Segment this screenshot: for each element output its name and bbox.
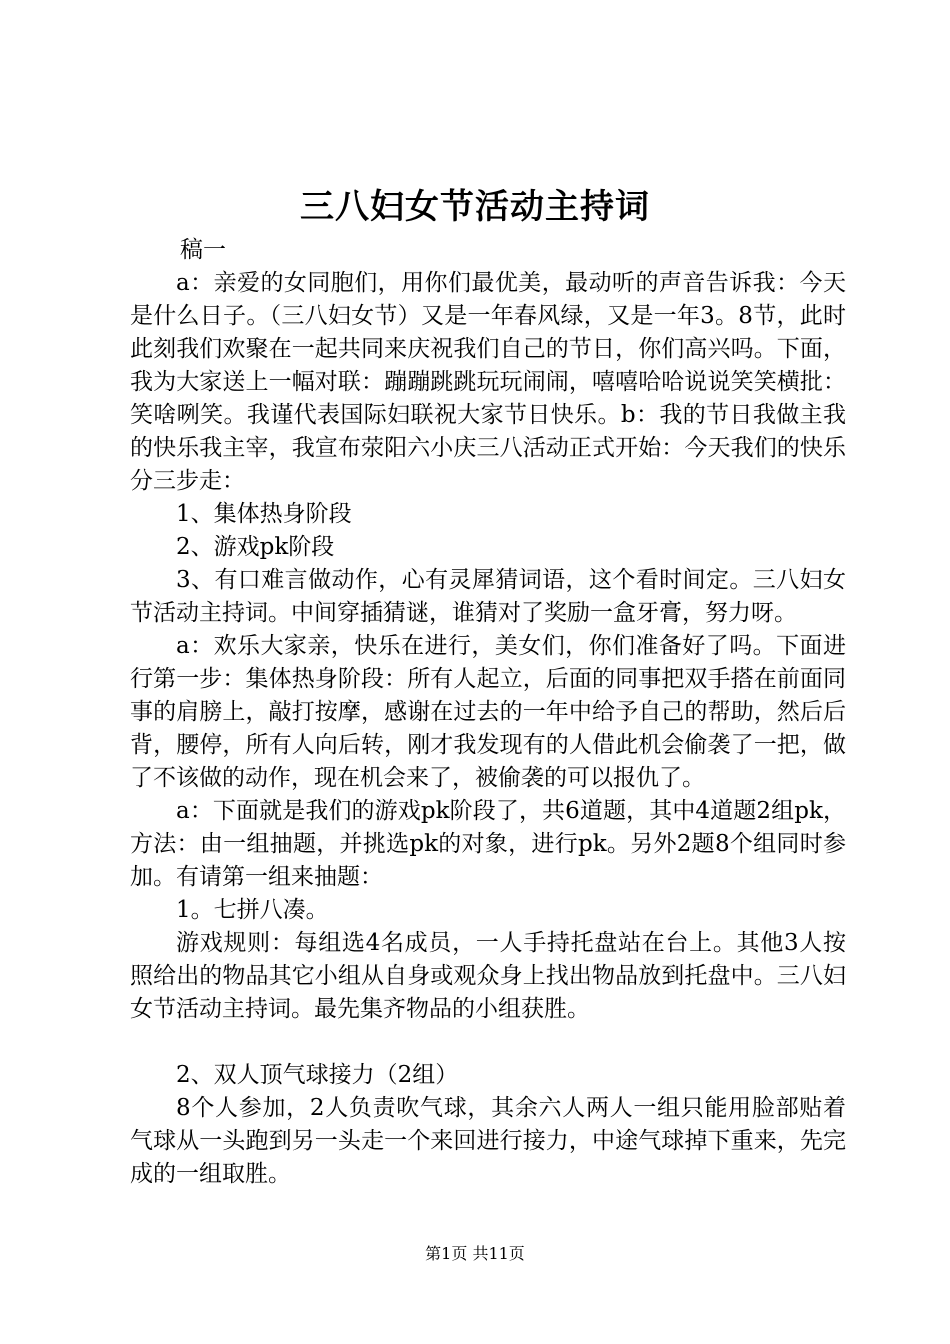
section-label: 稿一: [180, 237, 226, 263]
paragraph: a：下面就是我们的游戏pk阶段了，共6道题，其中4道题2组pk，方法：由一组抽题，并挑选pk的对象，进行pk。另外2题8个组同时参加。有请第一组来抽题：: [130, 798, 846, 890]
document-title: 三八妇女节活动主持词: [300, 187, 650, 227]
paragraph-spacer: [130, 1026, 846, 1059]
list-item: 1、集体热身阶段: [176, 501, 352, 527]
paragraph: 游戏规则：每组选4名成员，一人手持托盘站在台上。其他3人按照给出的物品其它小组从自身或观众身上找出物品放到托盘中。三八妇女节活动主持词。最先集齐物品的小组获胜。: [130, 930, 846, 1022]
document-body: [130, 234, 846, 1191]
page-footer: 第1页 共11页: [425, 1244, 525, 1263]
paragraph: a：亲爱的女同胞们，用你们最优美，最动听的声音告诉我：今天是什么日子。（三八妇女节）又是一年春风绿，又是一年3。8节，此时此刻我们欢聚在一起共同来庆祝我们自己的节日，你们高兴吗。下面，我为大家送上一幅对联：蹦蹦跳跳玩玩闹闹，嘻嘻哈哈说说笑笑横批：笑啥咧笑。我谨代表国际妇联祝大家节日快乐。b：我的节日我做主我的快乐我主宰，我宣布荥阳六小庆三八活动正式开始：今天我们的快乐分三步走：: [130, 270, 846, 494]
list-item: 2、游戏pk阶段: [176, 534, 335, 560]
paragraph: 8个人参加，2人负责吹气球，其余六人两人一组只能用脸部贴着气球从一头跑到另一头走一个来回进行接力，中途气球掉下重来，先完成的一组取胜。: [130, 1095, 846, 1187]
paragraph: a：欢乐大家亲，快乐在进行，美女们，你们准备好了吗。下面进行第一步：集体热身阶段：所有人起立，后面的同事把双手搭在前面同事的肩膀上，敲打按摩，感谢在过去的一年中给予自己的帮助，然后后背，腰停，所有人向后转，刚才我发现有的人借此机会偷袭了一把，做了不该做的动作，现在机会来了，被偷袭的可以报仇了。: [130, 633, 846, 791]
list-item: 3、有口难言做动作，心有灵犀猜词语，这个看时间定。三八妇女节活动主持词。中间穿插猜谜，谁猜对了奖励一盒牙膏，努力呀。: [130, 567, 846, 626]
list-item: 1。七拼八凑。: [176, 897, 329, 923]
list-item: 2、双人顶气球接力（2组）: [176, 1062, 459, 1088]
